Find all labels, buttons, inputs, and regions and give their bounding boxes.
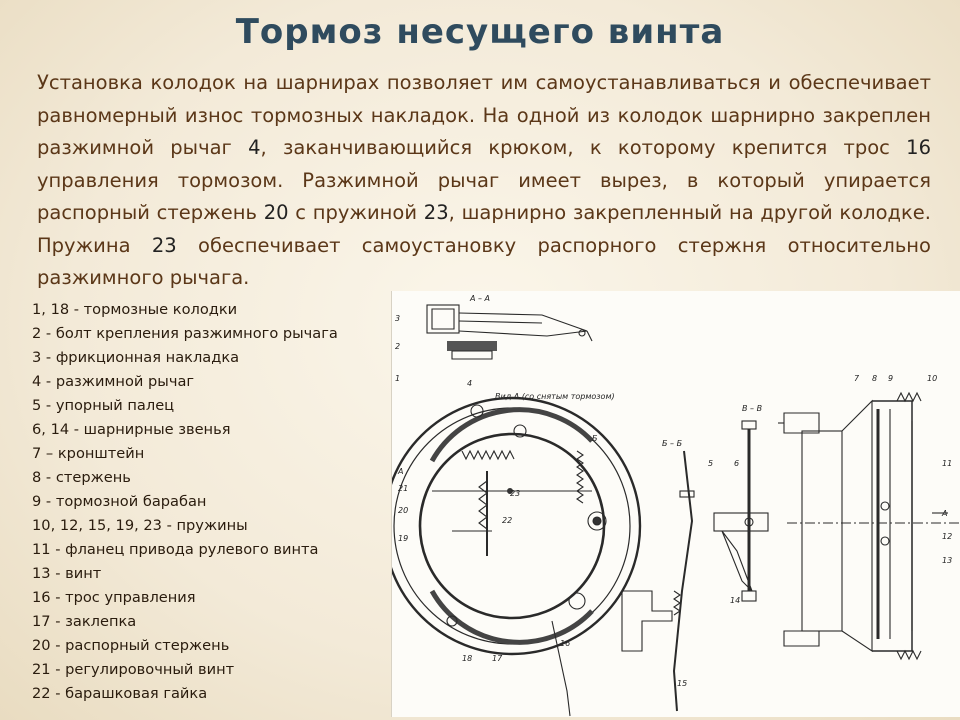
paragraph-segment: с пружиной (288, 201, 424, 224)
brake-drum-view (392, 392, 640, 716)
callout-22: 22 (502, 516, 513, 525)
section-bb-label: В – В (742, 404, 763, 413)
legend-item: 16 - трос управления (32, 589, 196, 606)
paragraph-segment: , шарнирно закрепленный на другой колодке. Пружина (37, 201, 931, 257)
legend-item: 4 - разжимной рычаг (32, 373, 195, 390)
callout-13: 13 (942, 556, 953, 565)
section-b6-detail (622, 439, 694, 711)
section-bb-detail (714, 404, 768, 601)
callout-18: 18 (462, 654, 473, 663)
callout-a-right: А (942, 509, 948, 518)
slide-title: Тормоз несущего винта (235, 12, 725, 52)
legend-item: 13 - винт (32, 565, 102, 582)
legend-item: 11 - фланец привода рулевого винта (32, 541, 319, 558)
legend-item: 21 - регулировочный винт (32, 661, 235, 678)
callout-23: 23 (510, 489, 521, 498)
reference-number: 16 (906, 136, 931, 159)
callout-16: 16 (560, 639, 571, 648)
parts-legend (32, 298, 384, 706)
legend-item: 6, 14 - шарнирные звенья (32, 421, 231, 438)
callout-21: 21 (398, 484, 409, 493)
side-section-view (778, 393, 960, 659)
callout-1: 1 (395, 374, 401, 383)
reference-number: 23 (151, 233, 177, 257)
callout-2: 2 (395, 342, 401, 351)
paragraph-segment: , заканчивающийся крюком, к которому крепится трос (260, 136, 907, 159)
callout-14: 14 (730, 596, 741, 605)
reference-number: 23 (423, 201, 449, 224)
callout-a-left: А (398, 467, 404, 476)
callout-5: 5 (708, 459, 714, 468)
callout-15: 15 (677, 679, 688, 688)
callout-11: 11 (942, 459, 953, 468)
callout-8: 8 (872, 374, 878, 383)
legend-item: 2 - болт крепления разжимного рычага (32, 325, 338, 342)
callout-7: 7 (854, 374, 860, 383)
legend-item: 3 - фрикционная накладка (32, 349, 240, 366)
legend-item: 7 – кронштейн (32, 445, 145, 462)
callout-17: 17 (492, 654, 503, 663)
view-a-label: Вид А (со снятым тормозом) (495, 392, 615, 401)
legend-item: 1, 18 - тормозные колодки (32, 301, 238, 318)
legend-item: 20 - распорный стержень (32, 637, 230, 654)
paragraph-segment: управления тормозом. Разжимной рычаг имеет вырез, в который упирается распорный стержень (37, 168, 931, 224)
paragraph-segment: обеспечивает самоустановку распорного стержня относительно разжимного рычага. (37, 233, 931, 289)
callout-19: 19 (398, 534, 409, 543)
brake-technical-drawing (391, 291, 960, 717)
callout-4: 4 (467, 379, 473, 388)
callout-6: 6 (734, 459, 740, 468)
callout-3: 3 (395, 314, 401, 323)
callout-10: 10 (927, 374, 938, 383)
legend-item: 9 - тормозной барабан (32, 493, 207, 510)
legend-item: 8 - стержень (32, 469, 131, 486)
legend-item: 5 - упорный палец (32, 397, 175, 414)
reference-number: 4 (248, 136, 261, 159)
legend-item: 22 - барашковая гайка (32, 685, 208, 702)
section-aa-detail (427, 294, 592, 359)
callout-9: 9 (888, 374, 894, 383)
section-b6-label: Б – Б (662, 439, 683, 448)
callout-b: Б (592, 434, 598, 443)
reference-number: 20 (263, 201, 289, 224)
paragraph-segment: Установка колодок на шарнирах позволяет им самоустанавливаться и обеспечивает равномерный износ тормозных накладок. На одной из колодок шарнирно закреплен разжимной рычаг (37, 71, 931, 159)
legend-item: 17 - заклепка (32, 613, 137, 630)
legend-item: 10, 12, 15, 19, 23 - пружины (32, 517, 248, 534)
section-aa-label: А – А (470, 294, 491, 303)
description-paragraph (37, 67, 931, 295)
callout-20: 20 (398, 506, 409, 515)
callout-12: 12 (942, 532, 953, 541)
brake-drawing-svg (392, 291, 960, 717)
